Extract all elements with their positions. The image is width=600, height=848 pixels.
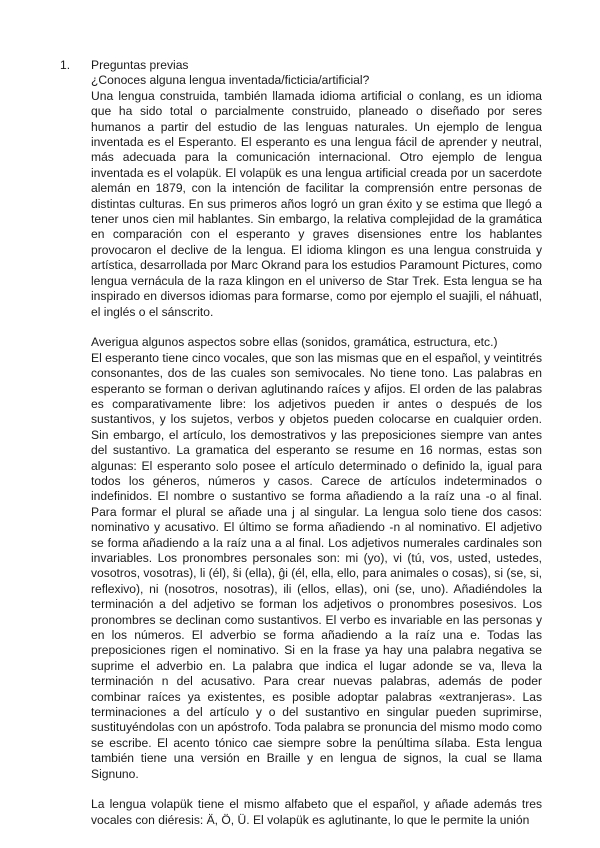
paragraph-spacer <box>91 782 542 797</box>
answer-2-paragraph: El esperanto tiene cinco vocales, que son las mismas que en el español, y veintitrés consonantes, dos de las cuales son semivocales. No tiene tono. Las palabras en esperanto se forman o derivan aglutinando raíces y afijos. El orden de las palabras es comparativamente libre: los adjetivos pueden ir antes o después de los sustantivos, y los sujetos, verbos y objetos pueden colocarse en cualquier orden. Sin embargo, el artículo, los demostrativos y las preposiciones siempre van antes del sustantivo. La gramatica del esperanto se resume en 16 normas, estas son algunas: El esperanto solo posee el artículo determinado o definido la, igual para todos los géneros, números y casos. Carece de artículos indeterminados o indefinidos. El nombre o sustantivo se forma añadiendo a la raíz una -o al final. Para formar el plural se añade una j al singular. La lengua solo tiene dos casos: nominativo y acusativo. El último se forma añadiendo -n al nominativo. El adjetivo se forma añadiendo a la raíz una a al final. Los adjetivos numerales cardinales son invariables. Los pronombres personales son: mi (yo), vi (tú, vos, usted, ustedes, vosotros, vosotras), li (él), ŝi (ella), ĝi (él, ella, ello, para animales o cosas), si (se, si, reflexivo), ni (nosotros, nosotras), ili (ellos, ellas), oni (se, uno). Añadiéndoles la terminación a del adjetivo se forman los adjetivos o pronombres posesivos. Los pronombres se declinan como sustantivos. El verbo es invariable en las personas y en los números. El adverbio se forma añadiendo a la raíz una e. Todas las preposiciones rigen el nominativo. Si en la frase ya hay una palabra negativa se suprime el adverbio en. La palabra que indica el lugar adonde se va, lleva la terminación n del acusativo. Para crear nuevas palabras, además de poder combinar raíces ya existentes, es posible adoptar palabras «extranjeras». Las terminaciones a del artículo y o del sustantivo en singular pueden suprimirse, sustituyéndolas con un apóstrofo. Toda palabra se pronuncia del mismo modo como se escribe. El acento tónico cae siempre sobre la penúltima sílaba. Esta lengua también tiene una versión en Braille y en lengua de signos, la cual se llama Signuno. <box>91 350 542 781</box>
section-number: 1. <box>60 58 71 72</box>
answer-2-paragraph-continued: La lengua volapük tiene el mismo alfabeto que el español, y añade además tres vocales con diéresis: Ä, Ö, Ü. El volapük es aglutinante, lo que le permite la unión <box>91 797 542 827</box>
question-1: ¿Conoces alguna lengua inventada/ficticia/artificial? <box>91 73 370 88</box>
section-title: Preguntas previas <box>91 58 189 72</box>
document-body <box>60 58 542 828</box>
paragraph-spacer <box>91 320 542 335</box>
section-content <box>60 73 542 828</box>
question-2: Averigua algunos aspectos sobre ellas (sonidos, gramática, estructura, etc.) <box>91 335 498 350</box>
section-heading <box>60 58 542 73</box>
answer-1-paragraph: Una lengua construida, también llamada idioma artificial o conlang, es un idioma que ha sido total o parcialmente construido, planeado o diseñado por seres humanos a partir del estudio de las lenguas naturales. Un ejemplo de lengua inventada es el Esperanto. El esperanto es una lengua fácil de aprender y neutral, más adecuada para la comunicación internacional. Otro ejemplo de lengua inventada es el volapük. El volapük es una lengua artificial creada por un sacerdote alemán en 1879, con la intención de facilitar la comprensión entre personas de distintas culturas. En sus primeros años logró un gran éxito y se estima que llegó a tener unos cien mil hablantes. Sin embargo, la relativa complejidad de la gramática en comparación con el esperanto y graves disensiones entre los hablantes provocaron el declive de la lengua. El idioma klingon es una lengua construida y artística, desarrollada por Marc Okrand para los estudios Paramount Pictures, como lengua vernácula de la raza klingon en el universo de Star Trek. Esta lengua se ha inspirado en diversos idiomas para formarse, como por ejemplo el suajili, el náhuatl, el inglés o el sánscrito. <box>91 88 542 319</box>
